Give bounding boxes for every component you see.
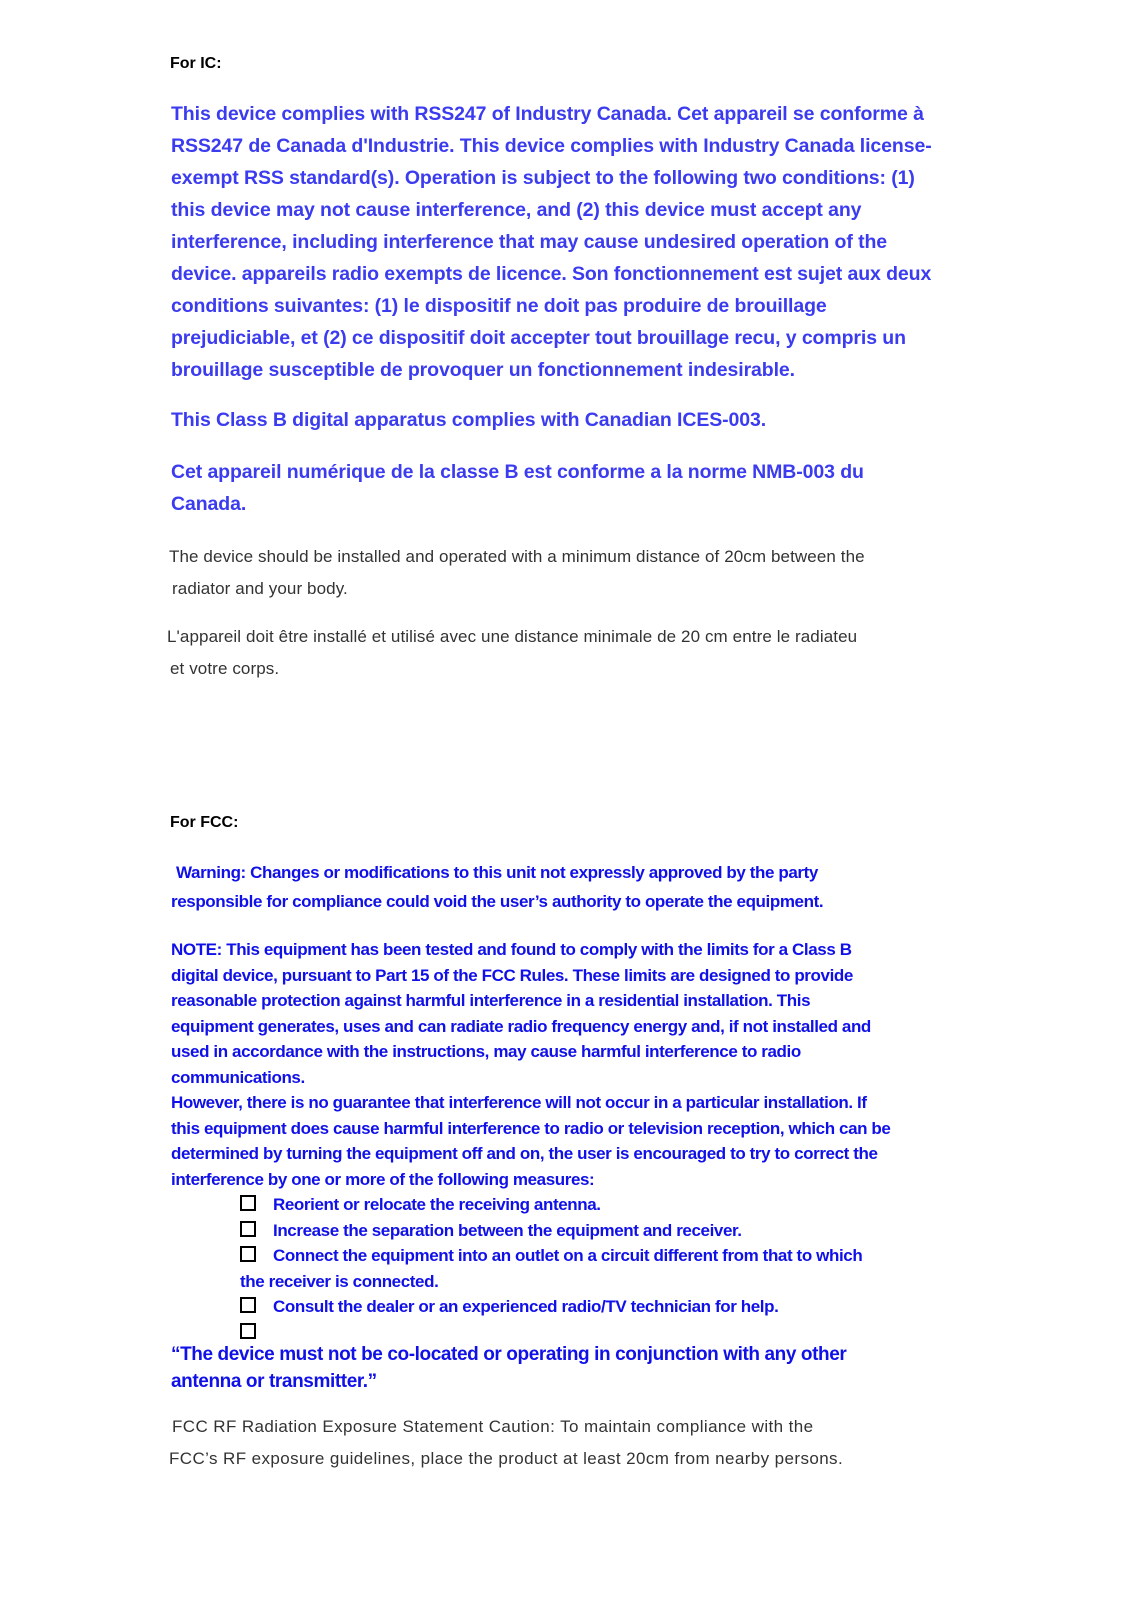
measure-text: Reorient or relocate the receiving antenna. bbox=[273, 1195, 601, 1214]
note-line: However, there is no guarantee that interference will not occur in a particular installation. If bbox=[171, 1093, 867, 1112]
ic-compliance-paragraph bbox=[171, 98, 1071, 386]
fcc-measures-list bbox=[240, 1192, 1100, 1345]
ic-para1-line: device. appareils radio exempts de licence. Son fonctionnement est sujet aux deux bbox=[171, 263, 932, 285]
ic-para3-line: Canada. bbox=[171, 493, 247, 515]
checkbox-icon bbox=[240, 1246, 256, 1262]
colocation-line: antenna or transmitter.” bbox=[171, 1371, 377, 1392]
note-line: used in accordance with the instructions, may cause harmful interference to radio bbox=[171, 1042, 801, 1061]
checkbox-icon bbox=[240, 1323, 256, 1339]
fcc-colocation-statement bbox=[171, 1341, 1091, 1395]
ic-para1-line: brouillage susceptible de provoquer un fonctionnement indesirable. bbox=[171, 359, 795, 381]
ic-class-b-statement: This Class B digital apparatus complies with Canadian ICES-003. bbox=[171, 409, 767, 431]
note-line: determined by turning the equipment off and on, the user is encouraged to try to correct the bbox=[171, 1144, 878, 1163]
measure-item bbox=[240, 1192, 1100, 1218]
ic-heading: For IC: bbox=[170, 55, 222, 72]
rf-line: FCC’s RF exposure guidelines, place the product at least 20cm from nearby persons. bbox=[169, 1449, 844, 1468]
colocation-line: “The device must not be co-located or operating in conjunction with any other bbox=[171, 1344, 847, 1365]
distance-fr-line: L'appareil doit être installé et utilisé avec une distance minimale de 20 cm entre le radiateu bbox=[167, 627, 858, 646]
ic-para1-line: interference, including interference that may cause undesired operation of the bbox=[171, 231, 888, 253]
ic-para3-line: Cet appareil numérique de la classe B est conforme a la norme NMB-003 du bbox=[171, 461, 864, 483]
note-line: this equipment does cause harmful interference to radio or television reception, which can be bbox=[171, 1118, 891, 1138]
checkbox-icon bbox=[240, 1297, 256, 1313]
distance-en-line: radiator and your body. bbox=[172, 579, 348, 598]
distance-en-line: The device should be installed and operated with a minimum distance of 20cm between the bbox=[169, 547, 865, 566]
checkbox-icon bbox=[240, 1221, 256, 1237]
measure-item bbox=[240, 1243, 1100, 1269]
ic-para1-line: exempt RSS standard(s). Operation is subject to the following two conditions: (1) bbox=[171, 167, 915, 189]
ic-class-b-french bbox=[171, 456, 1071, 520]
fcc-warning bbox=[171, 858, 1071, 916]
fcc-note bbox=[171, 937, 1091, 1192]
measure-text: Connect the equipment into an outlet on a circuit different from that to which bbox=[273, 1246, 863, 1265]
note-line: interference by one or more of the following measures: bbox=[171, 1169, 595, 1189]
ic-para1-line: prejudiciable, et (2) ce dispositif doit accepter tout brouillage recu, y compris un bbox=[171, 327, 906, 349]
fcc-heading: For FCC: bbox=[170, 814, 239, 831]
measure-item bbox=[240, 1218, 1100, 1244]
warning-line: responsible for compliance could void the user’s authority to operate the equipment. bbox=[171, 892, 824, 911]
fcc-rf-exposure-statement bbox=[169, 1411, 1089, 1475]
note-line: equipment generates, uses and can radiate radio frequency energy and, if not installed and bbox=[171, 1016, 871, 1036]
ic-distance-french bbox=[167, 621, 1097, 685]
ic-para1-line: this device may not cause interference, and (2) this device must accept any bbox=[171, 199, 862, 221]
ic-para1-line: RSS247 de Canada d'Industrie. This device complies with Industry Canada license- bbox=[171, 135, 932, 157]
note-line: communications. bbox=[171, 1067, 305, 1087]
measure-text: Increase the separation between the equipment and receiver. bbox=[273, 1220, 742, 1240]
ic-para1-line: conditions suivantes: (1) le dispositif ne doit pas produire de brouillage bbox=[171, 295, 827, 317]
checkbox-icon bbox=[240, 1195, 256, 1211]
note-line: reasonable protection against harmful interference in a residential installation. This bbox=[171, 991, 811, 1010]
rf-line: FCC RF Radiation Exposure Statement Caution: To maintain compliance with the bbox=[172, 1417, 814, 1436]
note-line: NOTE: This equipment has been tested and found to comply with the limits for a Class B bbox=[171, 940, 852, 959]
measure-item bbox=[240, 1294, 1100, 1320]
distance-fr-line: et votre corps. bbox=[170, 659, 280, 678]
measure-text: Consult the dealer or an experienced radio/TV technician for help. bbox=[273, 1297, 779, 1316]
note-line: digital device, pursuant to Part 15 of the FCC Rules. These limits are designed to provide bbox=[171, 965, 853, 985]
ic-para1-line: This device complies with RSS247 of Industry Canada. Cet appareil se conforme à bbox=[171, 103, 924, 125]
ic-distance-english bbox=[169, 541, 1089, 605]
measure-item-continuation: the receiver is connected. bbox=[240, 1271, 439, 1291]
warning-line: Warning: Changes or modifications to this unit not expressly approved by the party bbox=[176, 863, 818, 882]
